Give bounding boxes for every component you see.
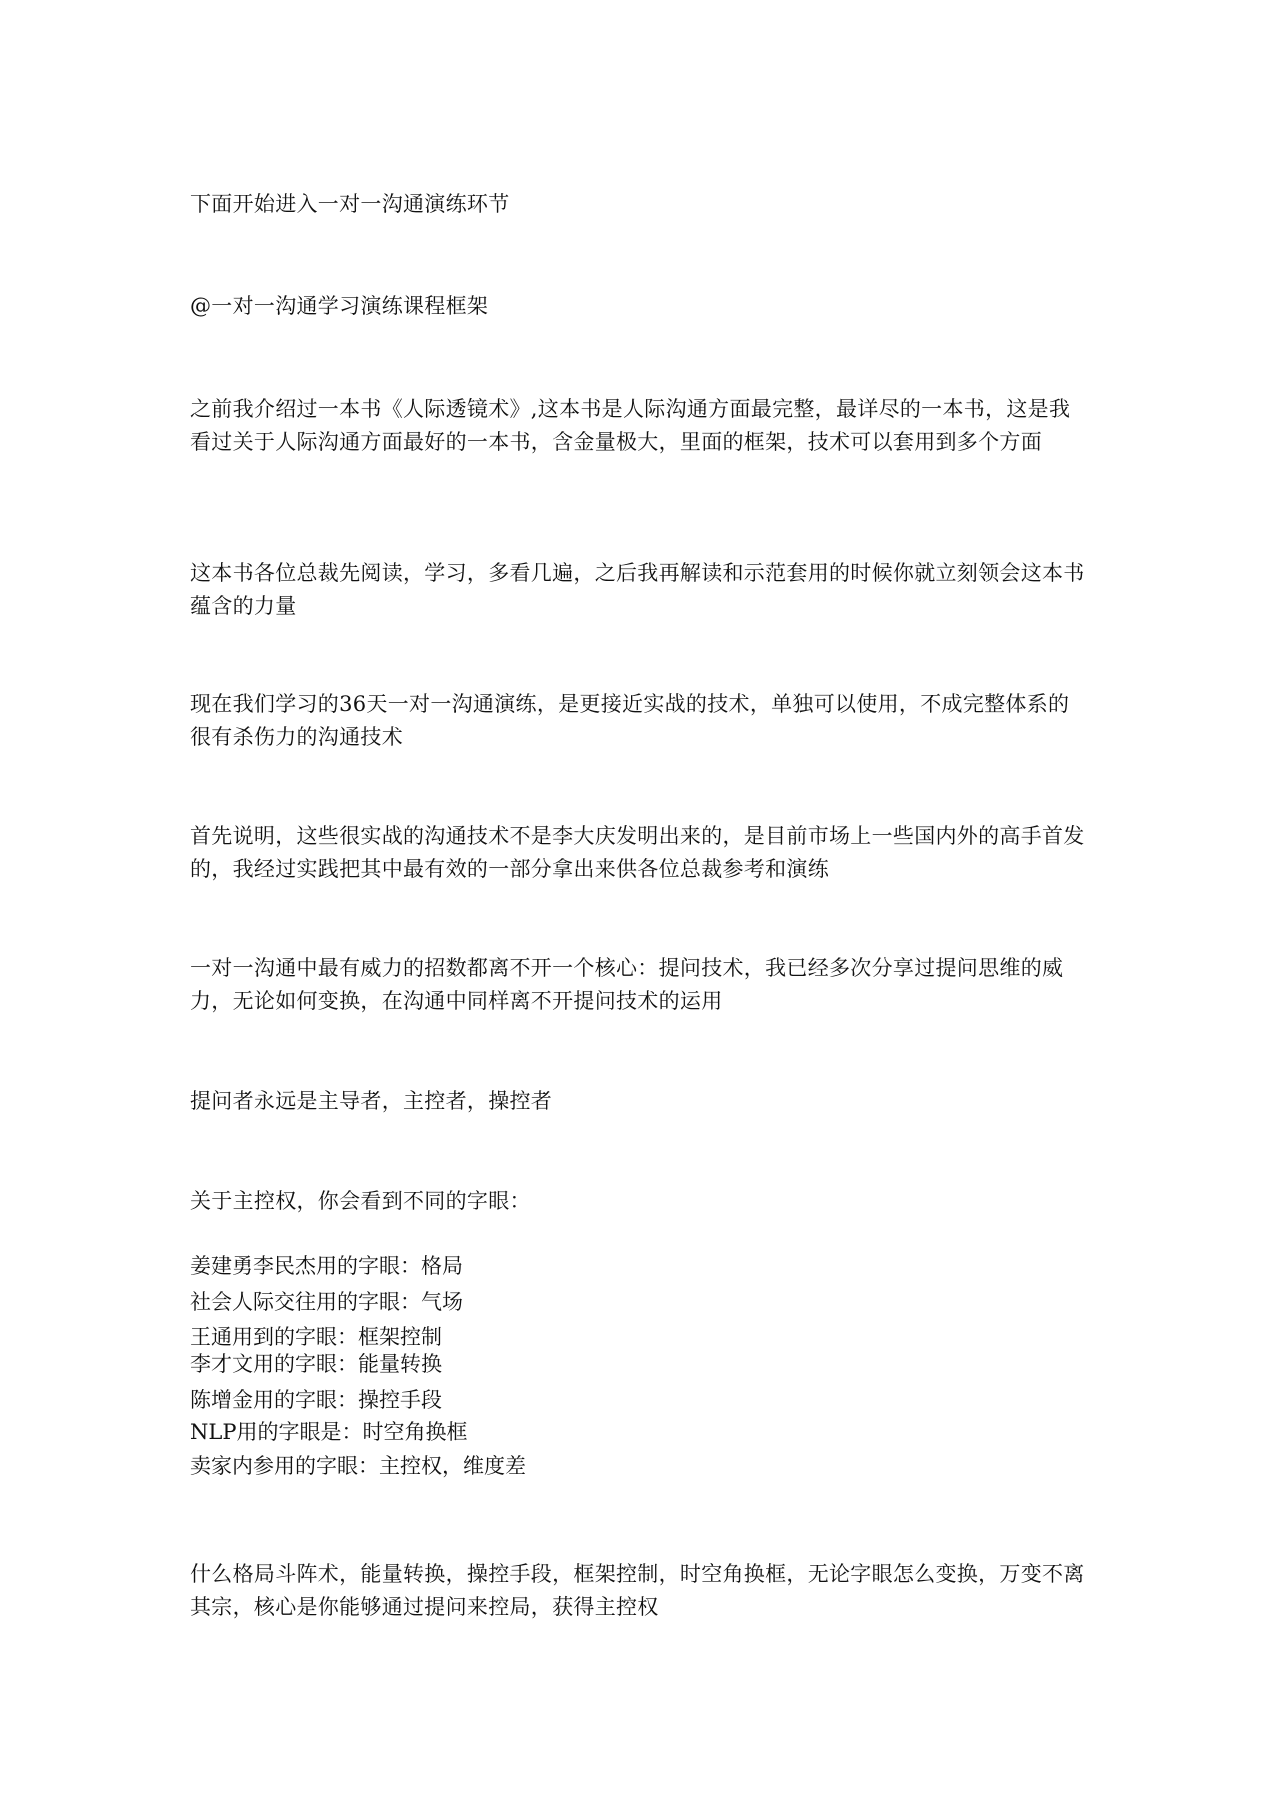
keyword-line: 王通用到的字眼：框架控制	[190, 1325, 442, 1349]
keyword-line: 陈增金用的字眼：操控手段	[190, 1388, 442, 1412]
paragraph-conclusion: 什么格局斗阵术，能量转换，操控手段，框架控制，时空角换框，无论字眼怎么变换，万变不离其宗，核心是你能够通过提问来控局，获得主控权	[190, 1562, 1085, 1619]
paragraph-questioning-core: 一对一沟通中最有威力的招数都离不开一个核心：提问技术，我已经多次分享过提问思维的威力，无论如何变换，在沟通中同样离不开提问技术的运用	[190, 956, 1064, 1013]
framework-tag: @一对一沟通学习演练课程框架	[190, 294, 489, 318]
paragraph-control-intro: 关于主控权，你会看到不同的字眼：	[190, 1189, 531, 1213]
paragraph-asker-role: 提问者永远是主导者，主控者，操控者	[190, 1089, 553, 1113]
paragraph-technique-origin: 首先说明，这些很实战的沟通技术不是李大庆发明出来的，是目前市场上一些国内外的高手首发的，我经过实践把其中最有效的一部分拿出来供各位总裁参考和演练	[190, 824, 1085, 881]
paragraph-reading-advice: 这本书各位总裁先阅读，学习，多看几遍，之后我再解读和示范套用的时候你就立刻领会这本书蕴含的力量	[190, 561, 1085, 618]
section-heading: 下面开始进入一对一沟通演练环节	[190, 192, 510, 216]
keyword-line: 卖家内参用的字眼：主控权，维度差	[190, 1454, 526, 1478]
keyword-line: 社会人际交往用的字眼：气场	[190, 1290, 463, 1314]
paragraph-36-days: 现在我们学习的36天一对一沟通演练，是更接近实战的技术，单独可以使用，不成完整体系的很有杀伤力的沟通技术	[190, 692, 1070, 749]
paragraph-book-intro: 之前我介绍过一本书《人际透镜术》,这本书是人际沟通方面最完整，最详尽的一本书，这是我看过关于人际沟通方面最好的一本书，含金量极大，里面的框架，技术可以套用到多个方面	[190, 397, 1071, 454]
keyword-line: 李才文用的字眼：能量转换	[190, 1352, 442, 1376]
keyword-line: 姜建勇李民杰用的字眼：格局	[190, 1254, 463, 1278]
keyword-line: NLP用的字眼是：时空角换框	[190, 1420, 468, 1444]
